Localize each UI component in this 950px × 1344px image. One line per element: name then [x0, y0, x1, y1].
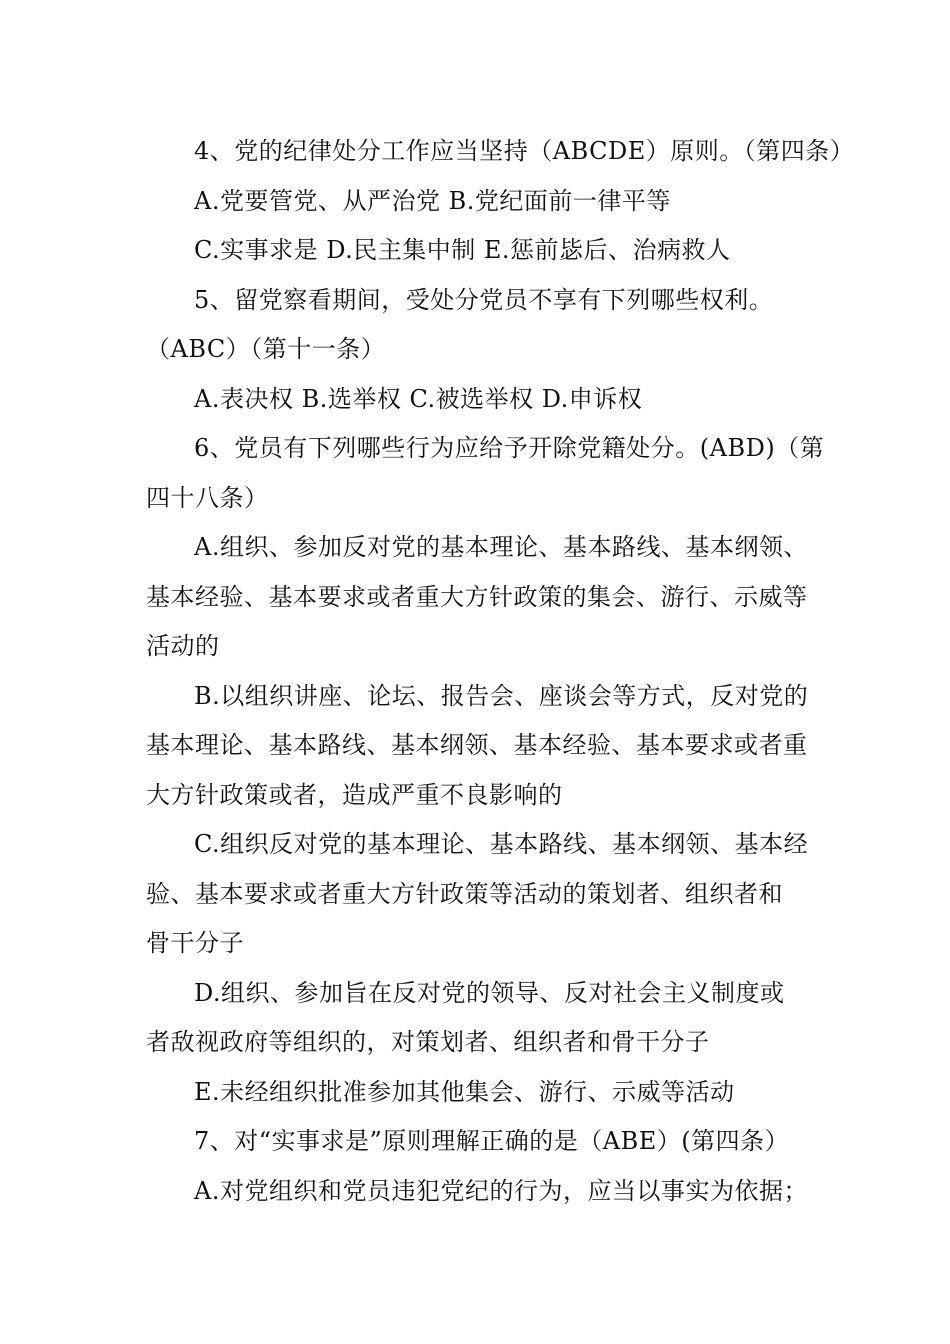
text-line: A.对党组织和党员违犯党纪的行为，应当以事实为依据； — [194, 1176, 808, 1205]
text-line: A.党要管党、从严治党 B.党纪面前一律平等 — [194, 186, 671, 215]
text-line: 者敌视政府等组织的，对策划者、组织者和骨干分子 — [146, 1028, 710, 1056]
text-line: 验、基本要求或者重大方针政策等活动的策划者、组织者和 — [146, 879, 783, 908]
text-line: E.未经组织批准参加其他集会、游行、示威等活动 — [194, 1077, 735, 1106]
text-line: （ABC）（第十一条） — [146, 335, 386, 363]
text-line: 四十八条） — [146, 483, 269, 512]
text-line: 4、党的纪律处分工作应当坚持（ABCDE）原则。（第四条） — [194, 137, 855, 165]
text-line: 大方针政策或者，造成严重不良影响的 — [146, 780, 563, 809]
text-line: 骨干分子 — [146, 929, 244, 957]
text-line: D.组织、参加旨在反对党的领导、反对社会主义制度或 — [194, 978, 785, 1007]
text-line: B.以组织讲座、论坛、报告会、座谈会等方式，反对党的 — [194, 681, 809, 710]
text-line: 基本理论、基本路线、基本纲领、基本经验、基本要求或者重 — [146, 731, 808, 759]
text-line: 基本经验、基本要求或者重大方针政策的集会、游行、示威等 — [146, 582, 808, 611]
text-line: A.表决权 B.选举权 C.被选举权 D.申诉权 — [194, 384, 643, 413]
text-line: C.实事求是 D.民主集中制 E.惩前毖后、治病救人 — [194, 236, 731, 264]
text-line: 7、对“实事求是”原则理解正确的是（ABE）(第四条） — [194, 1127, 790, 1155]
text-line: 6、党员有下列哪些行为应给予开除党籍处分。(ABD)（第 — [194, 434, 825, 462]
text-line: 活动的 — [146, 632, 220, 660]
text-line: A.组织、参加反对党的基本理论、基本路线、基本纲领、 — [194, 533, 808, 561]
text-line: C.组织反对党的基本理论、基本路线、基本纲领、基本经 — [194, 830, 809, 858]
text-line: 5、留党察看期间，受处分党员不享有下列哪些权利。 — [194, 285, 774, 314]
document-body — [146, 127, 855, 1216]
